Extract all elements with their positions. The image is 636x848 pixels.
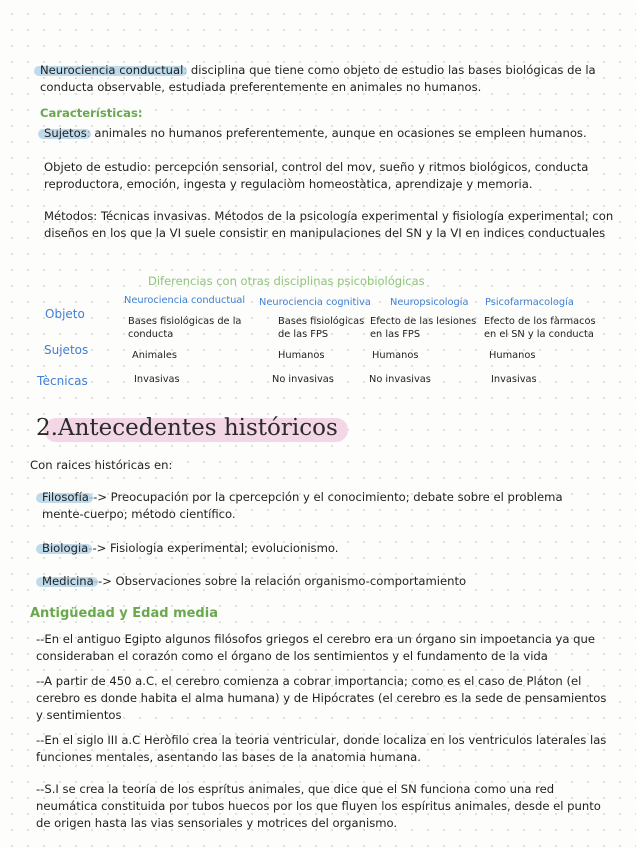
metodos-text: : Técnicas invasivas. Métodos de la psicología experimental y fisiología experimental; con diseños en los que la VI suele consistir en manipulaciones del SN y la VI en indices conductuales [44,209,614,240]
antiguedad-paragraph-4: --S.I se crea la teoría de los esprítus animales, que dice que el SN funciona como una red neumática constituida por tubos huecos por los que fluyen los espíritus animales, desde el punto de origen hasta las vias sensoriales y motrices del organismo. [36,782,601,830]
table-cell: Bases fisiológicas de la conducta [128,316,242,340]
table-cell: Humanos [372,350,419,361]
antiguedad-paragraph-2: --A partir de 450 a.C. el cerebro comienza a cobrar importancia; como es el caso de Pláton (el cerebro es donde habita el alma humana) y de Hipócrates (el cerebro es la sede de pensamientos y sentimientos [36,674,607,722]
item-term: Filosofía [42,490,89,504]
table-cell: Invasivas [134,374,180,385]
table-cell: No invasivas [272,374,334,385]
table-cell: Humanos [278,350,325,361]
table-cell: Efecto de las lesiones en las FPS [370,316,477,340]
antiguedad-heading: Antigüedad y Edad media [30,606,218,621]
column-header: Neuropsicología [390,297,469,308]
list-item [42,489,602,523]
section-title [36,412,338,444]
section-intro: Con raices históricas en: [30,458,173,472]
intro-definition: : disciplina que tiene como objeto de estudio las bases biológicas de la conducta observable, estudiada preferentemente en animales no humanos. [40,63,596,94]
column-header: Neurociencia conductual [124,295,246,306]
antiguedad-paragraph-3: --En el siglo III a.C Heròfilo crea la teoria ventricular, donde localiza en los ventriculos laterales las funciones mentales, asentando las bases de la anatomia humana. [36,733,607,764]
sujetos-line [44,125,614,142]
item-term: Biologia [42,541,89,555]
section-title-text: Antecedentes históricos [57,415,338,441]
list-item [42,573,602,590]
objeto-paragraph [44,159,614,193]
item-term: Medicina [42,574,94,588]
metodos-term: Métodos [44,209,94,223]
table-cell: Efecto de los fàrmacos en el SN y la conducta [484,316,596,340]
intro-paragraph [40,62,610,96]
column-header: Neurociencia cognitiva [259,297,371,308]
table-cell: Invasivas [491,374,537,385]
table-cell: Animales [132,350,178,361]
table-cell: No invasivas [369,374,431,385]
row-label-objeto: Objeto [45,307,85,321]
objeto-text: : percepción sensorial, control del mov, sueño y ritmos biológicos, conducta reproductora, emoción, ingesta y regulaciòm homeostàtica, aprendizaje y memoria. [44,160,589,191]
table-title: Diferencias con otras disciplinas psicobiológicas [148,274,425,288]
row-label-tecnicas: Tècnicas [37,374,88,388]
caracteristicas-heading: Características: [40,106,143,120]
table-cell: Bases fisiológicas de las FPS [278,316,365,340]
list-item [42,540,602,557]
section-number: 2. [36,415,58,441]
item-text: --> Preocupación por la cpercepción y el conocimiento; debate sobre el problema mente-cuerpo; método científico. [42,490,563,521]
item-text: --> Fisiologia experimental; evolucionismo. [88,541,339,555]
metodos-paragraph [44,208,614,242]
row-label-sujetos: Sujetos [44,343,89,357]
column-header: Psicofarmacología [485,297,574,308]
sujetos-text: : animales no humanos preferentemente, aunque en ocasiones se empleen humanos. [86,126,587,140]
sujetos-term: Sujetos [44,126,87,140]
table-cell: Humanos [489,350,536,361]
item-text: --> Observaciones sobre la relación organismo-comportamiento [93,574,467,588]
objeto-term: Objeto de estudio [44,160,148,174]
antiguedad-paragraph-1: --En el antiguo Egipto algunos filósofos griegos el cerebro era un órgano sin impoetancia ya que consideraban el corazón como el órgano de los sentimientos y el fundamento de la vida [36,632,595,663]
intro-term: Neurociencia conductual [40,63,184,77]
